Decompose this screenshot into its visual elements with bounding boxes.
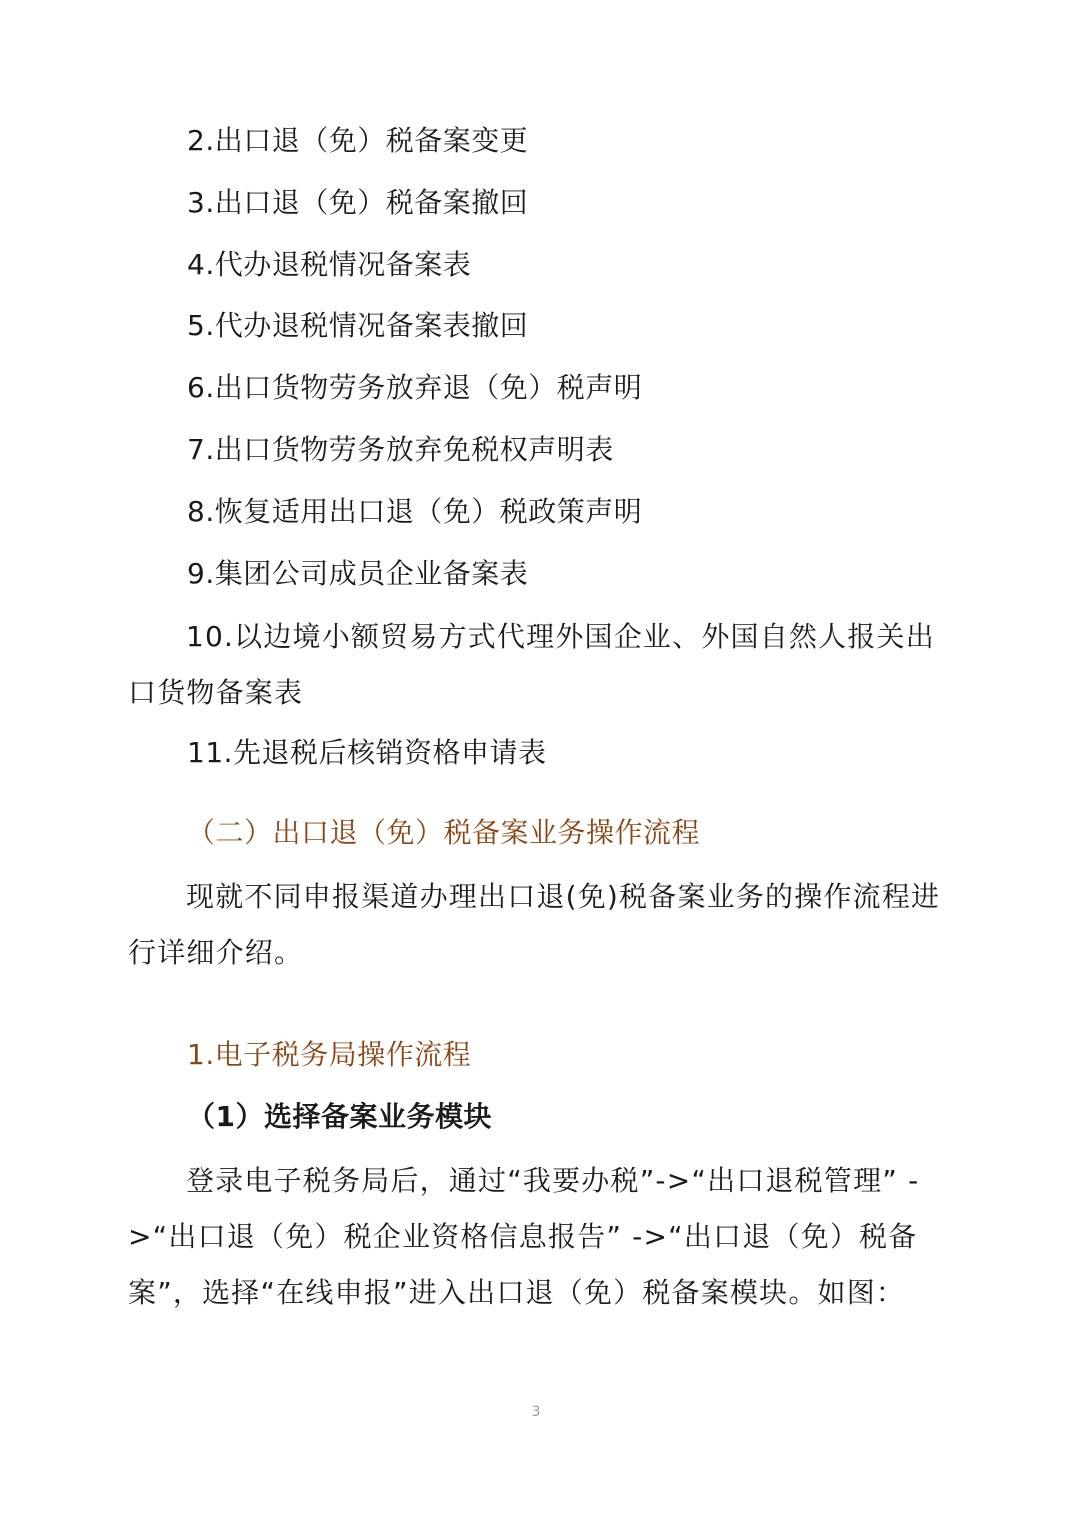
intro-paragraph: 现就不同申报渠道办理出口退(免)税备案业务的操作流程进行详细介绍。 <box>128 880 941 969</box>
page-number: 3 <box>531 1404 541 1420</box>
list-item: 6.出口货物劳务放弃退（免）税声明 <box>187 371 643 404</box>
list-item: 2.出口退（免）税备案变更 <box>187 124 529 157</box>
section-heading: （二）出口退（免）税备案业务操作流程 <box>187 816 701 849</box>
list-item-wrapped: 10.以边境小额贸易方式代理外国企业、外国自然人报关出口货物备案表 <box>128 620 935 709</box>
subheading: 1.电子税务局操作流程 <box>187 1038 472 1071</box>
list-item: 4.代办退税情况备案表 <box>187 248 472 281</box>
list-item: 7.出口货物劳务放弃免税权声明表 <box>187 433 614 466</box>
step-heading: （1）选择备案业务模块 <box>187 1100 492 1133</box>
list-item: 5.代办退税情况备案表撤回 <box>187 309 529 342</box>
list-item: 3.出口退（免）税备案撤回 <box>187 186 529 219</box>
step-paragraph: 登录电子税务局后，通过“我要办税”->“出口退税管理” ->“出口退（免）税企业资格信息报告” ->“出口退（免）税备案”，选择“在线申报”进入出口退（免）税备案模块。如图： <box>128 1164 920 1309</box>
list-item: 11.先退税后核销资格申请表 <box>187 736 547 769</box>
list-item: 9.集团公司成员企业备案表 <box>187 557 529 590</box>
list-item: 8.恢复适用出口退（免）税政策声明 <box>187 495 643 528</box>
